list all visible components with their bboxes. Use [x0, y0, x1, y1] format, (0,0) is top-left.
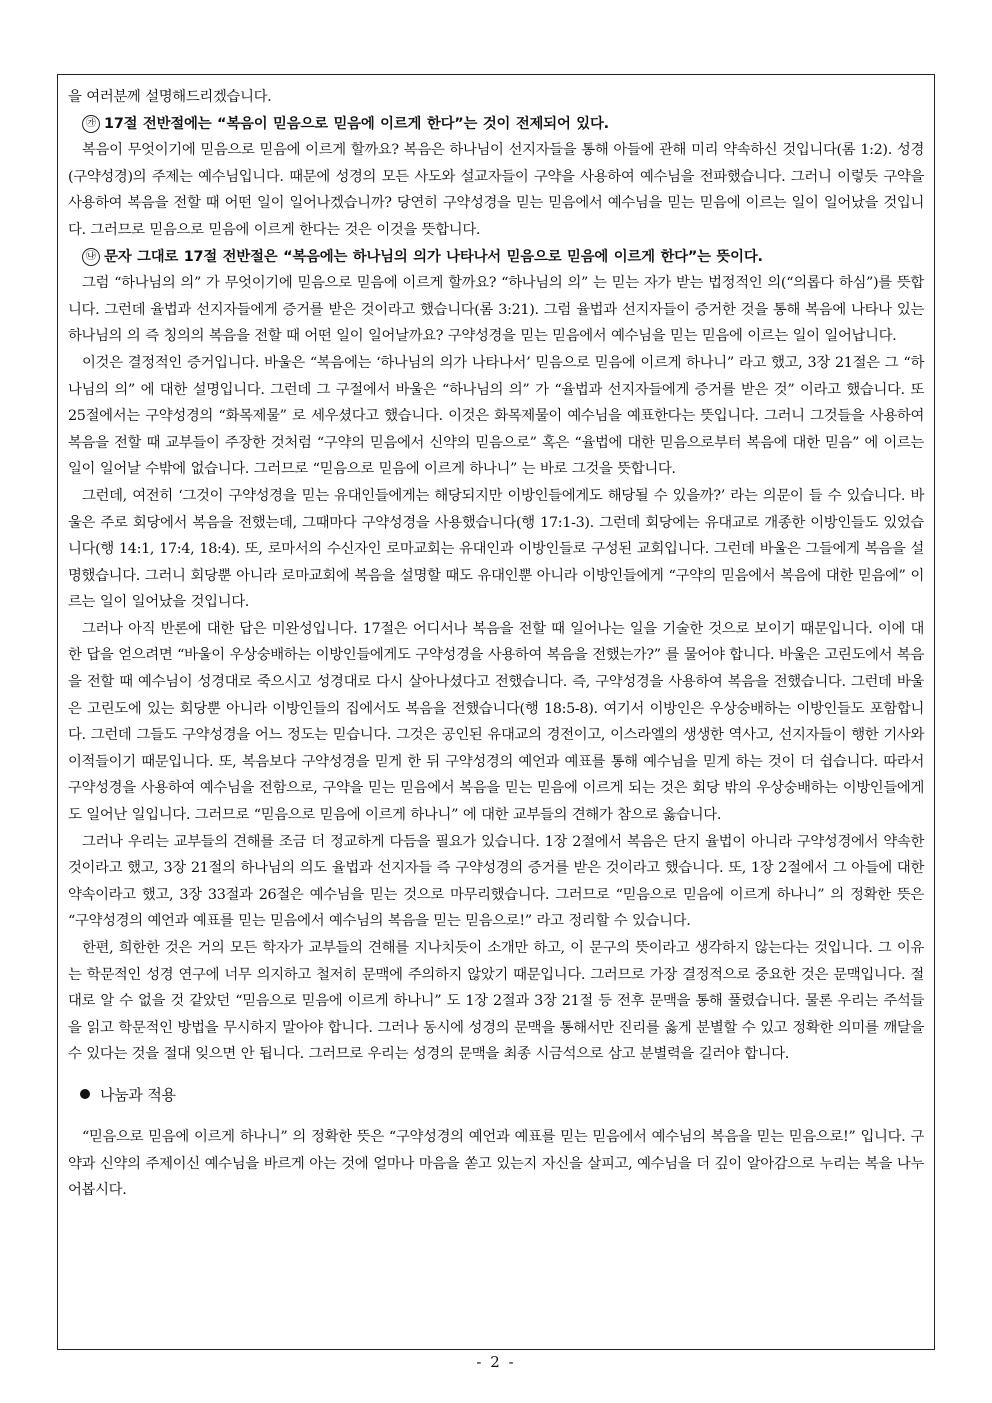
circled-mark-icon: ㉯ [82, 248, 100, 266]
page-number: - 2 - [476, 1353, 516, 1371]
paragraph: 복음이 무엇이기에 믿음으로 믿음에 이르게 할까요? 복음은 하나님이 선지자들을 통해 아들에 관해 미리 약속하신 것입니다(롬 1:2). 성경(구약성경)의 주제는 예수님입니다. 때문에 성경의 모든 사도와 설교자들이 구약을 사용하여 예수님을 전파했습니다. 그러니 이렇듯 구약을 사용하여 복음을 전할 때 어떤 일이 일어나겠습니까? 당연히 구약성경을 믿는 믿음에서 예수님을 믿는 믿음에 이르는 일이 일어났을 것입니다. 그러므로 믿음으로 믿음에 이르게 한다는 것은 이것을 뜻합니다. [68, 142, 924, 238]
circled-mark-icon: ㉮ [82, 115, 100, 133]
section-heading-2 [68, 244, 924, 271]
paragraph: 이것은 결정적인 증거입니다. 바울은 “복음에는 ‘하나님의 의가 나타나서’ 믿음으로 믿음에 이르게 하나니” 라고 했고, 3장 21절은 그 “하나님의 의” 에 대한 설명입니다. 그런데 그 구절에서 바울은 “하나님의 의” 가 “율법과 선지자들에게 증거를 받은 것” 이라고 했습니다. 또 25절에서는 구약성경의 “화목제물” 로 세우셨다고 했습니다. 이것은 화목제물이 예수님을 예표한다는 뜻입니다. 그러니 그것들을 사용하여 복음을 전할 때 교부들이 주장한 것처럼 “구약의 믿음에서 신약의 믿음으로” 혹은 “율법에 대한 믿음으로부터 복음에 대한 믿음” 에 이르는 일이 일어날 수밖에 없습니다. 그러므로 “믿음으로 믿음에 이르게 하나니” 는 바로 그것을 뜻합니다. [68, 354, 924, 478]
paragraph: 그런데, 여전히 ‘그것이 구약성경을 믿는 유대인들에게는 해당되지만 이방인들에게도 해당될 수 있을까?’ 라는 의문이 들 수 있습니다. 바울은 주로 회당에서 복음을 전했는데, 그때마다 구약성경을 사용했습니다(행 17:1-3). 그런데 회당에는 유대교로 개종한 이방인들도 있었습니다(행 14:1, 17:4, 18:4). 또, 로마서의 수신자인 로마교회는 유대인과 이방인들로 구성된 교회입니다. 그런데 바울은 그들에게 복음을 설명했습니다. 그러니 회당뿐 아니라 로마교회에 복음을 설명할 때도 유대인뿐 아니라 이방인들에게 “구약의 믿음에서 복음에 대한 믿음에” 이르는 일이 일어났을 것입니다. [68, 487, 924, 611]
paragraph: 그럼 “하나님의 의” 가 무엇이기에 믿음으로 믿음에 이르게 할까요? “하나님의 의” 는 믿는 자가 받는 법정적인 의(“의롭다 하심”)를 뜻합니다. 그런데 율법과 선지자들에게 증거를 받은 것이라고 했습니다(롬 3:21). 그럼 율법과 선지자들이 증거한 것을 통해 복음에 나타나 있는 하나님의 의 즉 칭의의 복음을 전할 때 어떤 일이 일어날까요? 구약성경을 믿는 믿음에서 예수님을 믿는 믿음에 이르는 일이 일어납니다. [68, 275, 924, 345]
paragraph: 을 여러분께 설명해드리겠습니다. [68, 89, 272, 105]
bullet-icon [80, 1089, 90, 1099]
paragraph: 그러나 우리는 교부들의 견해를 조금 더 정교하게 다듬을 필요가 있습니다. 1장 2절에서 복음은 단지 율법이 아니라 구약성경에서 약속한 것이라고 했고, 3장 21절의 하나님의 의도 율법과 선지자들 즉 구약성경의 증거를 받은 것이라고 했습니다. 또, 1장 2절에서 그 아들에 대한 약속이라고 했고, 3장 33절과 26절은 예수님을 믿는 것으로 마무리했습니다. 그러므로 “믿음으로 믿음에 이르게 하나니” 의 정확한 뜻은 “구약성경의 예언과 예표를 믿는 믿음에서 예수님의 복음을 믿는 믿음으로!” 라고 정리할 수 있습니다. [68, 833, 924, 930]
page-frame [57, 74, 935, 1350]
paragraph: 그러나 아직 반론에 대한 답은 미완성입니다. 17절은 어디서나 복음을 전할 때 일어나는 일을 기술한 것으로 보이기 때문입니다. 이에 대한 답을 얻으려면 “바울이 우상숭배하는 이방인들에게도 구약성경을 사용하여 복음을 전했는가?” 를 물어야 합니다. 바울은 고린도에서 복음을 전할 때 예수님이 성경대로 죽으시고 성경대로 다시 살아나셨다고 전했습니다. 즉, 구약성경을 사용하여 복음을 전했습니다. 그런데 바울은 고린도에 있는 회당뿐 아니라 이방인들의 집에서도 복음을 전했습니다(행 18:5-8). 여기서 이방인은 우상숭배하는 이방인들도 포함합니다. 그런데 그들도 구약성경을 어느 정도는 믿습니다. 그것은 공인된 유대교의 경전이고, 이스라엘의 생생한 역사고, 선지자들이 행한 기사와 이적들이기 때문입니다. 또, 복음보다 구약성경을 믿게 한 뒤 구약성경의 예언과 예표를 통해 예수님을 믿게 하는 것이 더 쉽습니다. 따라서 구약성경을 사용하여 예수님을 전함으로, 구약을 믿는 믿음에서 복음을 믿는 믿음에 이르게 되는 것은 회당 밖의 우상숭배하는 이방인들에게도 일어난 일입니다. 그러므로 “믿음으로 믿음에 이르게 하나니” 에 대한 교부들의 견해가 참으로 옳습니다. [68, 620, 924, 824]
paragraph: 한편, 희한한 것은 거의 모든 학자가 교부들의 견해를 지나치듯이 소개만 하고, 이 문구의 뜻이라고 생각하지 않는다는 것입니다. 그 이유는 학문적인 성경 연구에 너무 의지하고 철저히 문맥에 주의하지 않았기 때문입니다. 그러므로 가장 결정적으로 중요한 것은 문맥입니다. 절대로 알 수 없을 것 같았던 “믿음으로 믿음에 이르게 하나니” 도 1장 2절과 3장 21절 등 전후 문맥을 통해 풀렸습니다. 물론 우리는 주석들을 읽고 학문적인 방법을 무시하지 말아야 합니다. 그러나 동시에 성경의 문맥을 통해서만 진리를 옳게 분별할 수 있고 정확한 의미를 깨달을 수 있다는 것을 절대 잊으면 안 됩니다. 그러므로 우리는 성경의 문맥을 최종 시금석으로 삼고 분별력을 길러야 합니다. [68, 940, 924, 1063]
share-paragraph: “믿음으로 믿음에 이르게 하나니” 의 정확한 뜻은 “구약성경의 예언과 예표를 믿는 믿음에서 예수님의 복음을 믿는 믿음으로!” 입니다. 구약과 신약의 주제이신 예수님을 바르게 아는 것에 얼마나 마음을 쏟고 있는지 자신을 살피고, 예수님을 더 깊이 알아감으로 누리는 복을 나누어봅시다. [68, 1128, 924, 1199]
share-section-title [68, 1082, 924, 1108]
document-body [58, 75, 934, 1204]
section-heading-text: 문자 그대로 17절 전반절은 “복음에는 하나님의 의가 나타나서 믿음으로 믿음에 이르게 한다”는 뜻이다. [104, 248, 763, 265]
share-title-text: 나눔과 적용 [100, 1085, 176, 1104]
section-heading-1 [68, 111, 924, 138]
section-heading-text: 17절 전반절에는 “복음이 믿음으로 믿음에 이르게 한다”는 것이 전제되어 있다. [104, 115, 609, 132]
